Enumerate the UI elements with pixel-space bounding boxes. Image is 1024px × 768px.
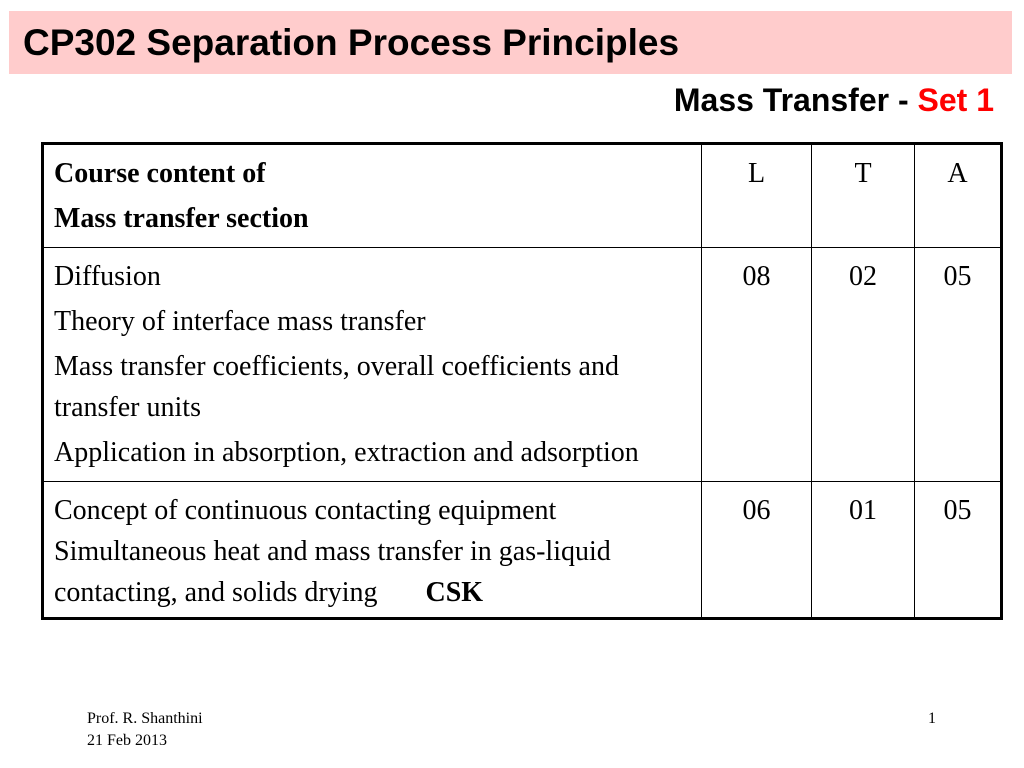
subtitle-prefix: Mass Transfer -: [673, 82, 918, 118]
topic-text: Simultaneous heat and mass transfer in gas-liquid contacting, and solids drying: [54, 536, 611, 608]
value-t: 02: [812, 248, 915, 482]
value-l: 08: [702, 248, 812, 482]
topic-item: Diffusion: [54, 261, 161, 292]
value-a: 05: [915, 248, 1002, 482]
header-content-line2: Mass transfer section: [54, 203, 309, 234]
table-row: [43, 248, 1002, 482]
topic-item: Application in absorption, extraction and adsorption: [54, 437, 639, 468]
footer-author: Prof. R. Shanthini: [87, 710, 203, 727]
slide-title: CP302 Separation Process Principles: [23, 22, 680, 63]
value-l: 06: [702, 482, 812, 619]
table-header-row: [43, 144, 1002, 248]
topic-item: [54, 531, 691, 613]
slide-subtitle: [674, 80, 994, 120]
value-t: 01: [812, 482, 915, 619]
header-content-cell: [43, 144, 702, 248]
subtitle-accent: Set 1: [917, 82, 994, 118]
page-number: 1: [928, 710, 936, 727]
csk-tag: CSK: [425, 577, 484, 608]
header-t: T: [812, 144, 915, 248]
title-bar: [9, 11, 1012, 74]
topic-item: Concept of continuous contacting equipment: [54, 495, 557, 526]
table-row: [43, 482, 1002, 619]
header-content-line1: Course content of: [54, 158, 266, 189]
topic-item: Mass transfer coefficients, overall coefficients and transfer units: [54, 351, 619, 423]
topic-item: Theory of interface mass transfer: [54, 306, 426, 337]
topics-cell: [43, 248, 702, 482]
value-a: 05: [915, 482, 1002, 619]
footer-date: 21 Feb 2013: [87, 732, 167, 749]
footer-info: [87, 708, 203, 752]
header-l: L: [702, 144, 812, 248]
header-a: A: [915, 144, 1002, 248]
course-content-table: [41, 142, 1003, 620]
topics-cell: [43, 482, 702, 619]
